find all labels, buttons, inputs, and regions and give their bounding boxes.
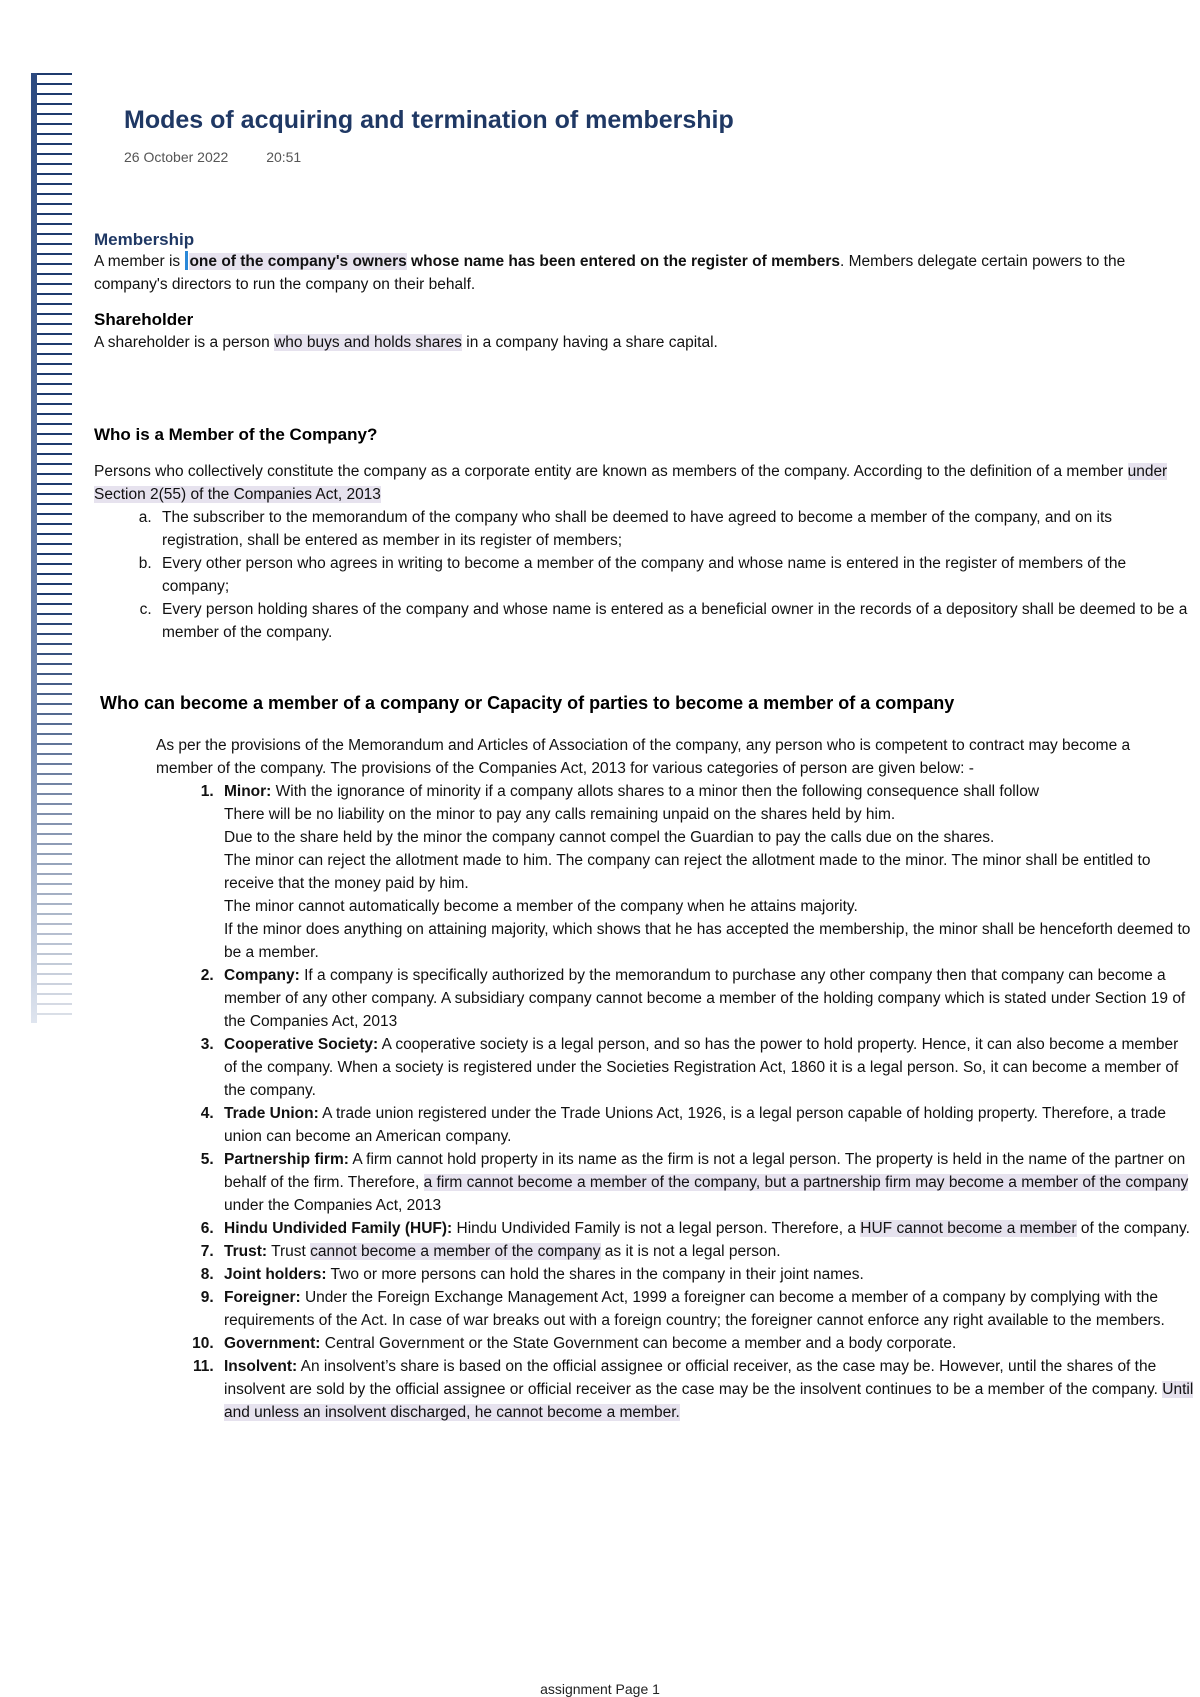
insolvent-label: Insolvent:	[224, 1358, 298, 1375]
trade-label: Trade Union:	[224, 1105, 319, 1122]
list-item-company[interactable]	[218, 964, 1194, 1033]
page-title: Modes of acquiring and termination of membership	[124, 106, 734, 134]
paragraph-who-can-intro[interactable]: As per the provisions of the Memorandum and Articles of Association of the company, any person who is competent to contract may become a member of the company. The provisions of the Companies Act, 2013 for various categories of person are given below: -	[156, 737, 1131, 777]
foreigner-text: Under the Foreign Exchange Management Act, 1999 a foreigner can become a member of a company by complying with the requirements of the Act. In case of war breaks out with a foreign country; the foreigner cannot enforce any right available to the members.	[224, 1289, 1165, 1329]
minor-point: The minor can reject the allotment made to him. The company can reject the allotment made to the minor. The minor shall be entitled to receive that the money paid by him.	[224, 852, 1151, 892]
shareholder-highlight: who buys and holds shares	[274, 334, 462, 351]
page-meta	[124, 149, 335, 165]
government-text: Central Government or the State Government can become a member and a body corporate.	[320, 1335, 957, 1352]
heading-who-is-member: Who is a Member of the Company?	[94, 425, 378, 444]
insolvent-highlight: Until and unless an insolvent discharged, he cannot become a member.	[224, 1381, 1194, 1421]
heading-membership: Membership	[94, 230, 195, 249]
trust-label: Trust:	[224, 1243, 268, 1260]
partnership-text-2: under the Companies Act, 2013	[224, 1197, 442, 1214]
member-categories-list	[94, 780, 1194, 1424]
list-item-cooperative-society[interactable]	[218, 1033, 1194, 1102]
foreigner-label: Foreigner:	[224, 1289, 301, 1306]
member-definition-list	[94, 506, 1194, 644]
company-text: If a company is specifically authorized by the memorandum to purchase any other company then that company can become a member of any other company. A subsidiary company cannot become a member of the holding company which is stated under Section 19 of the Companies Act, 2013	[224, 967, 1186, 1030]
page-content[interactable]	[94, 230, 1194, 1424]
trust-text-2: as it is not a legal person.	[600, 1243, 781, 1260]
shareholder-text-1: A shareholder is a person	[94, 334, 275, 351]
coop-label: Cooperative Society:	[224, 1036, 379, 1053]
list-item[interactable]: b. Every other person who agrees in writing to become a member of the company and whose name is entered in the register of members of the company;	[156, 552, 1194, 598]
government-label: Government:	[224, 1335, 321, 1352]
minor-point: The minor cannot automatically become a member of the company when he attains majority.	[224, 898, 858, 915]
heading-shareholder: Shareholder	[94, 310, 194, 329]
notebook-margin-bar	[31, 73, 37, 1023]
list-item[interactable]: c. Every person holding shares of the company and whose name is entered as a beneficial owner in the records of a depository shall be deemed to be a member of the company.	[156, 598, 1194, 644]
who-member-intro: Persons who collectively constitute the company as a corporate entity are known as members of the company. According to the definition of a member	[94, 463, 1128, 480]
huf-text-2: of the company.	[1076, 1220, 1190, 1237]
coop-text: A cooperative society is a legal person, and so has the power to hold property. Hence, it can also become a member of the company. When a society is registered under the Societies Registration Act, 1860 it is a legal person. So, it can become a member of the company.	[224, 1036, 1179, 1099]
trade-text: A trade union registered under the Trade Unions Act, 1926, is a legal person capable of holding property. Therefore, a trade union can become an American company.	[224, 1105, 1167, 1145]
who-member-highlight: under Section 2(55) of the Companies Act, 2013	[94, 463, 1168, 503]
company-label: Company:	[224, 967, 300, 984]
minor-label: Minor:	[224, 783, 272, 800]
huf-label: Hindu Undivided Family (HUF):	[224, 1220, 453, 1237]
membership-text-1: A member is	[94, 253, 185, 270]
page-footer: assignment Page 1	[540, 1681, 660, 1697]
list-item-insolvent[interactable]	[218, 1355, 1194, 1424]
list-item-trust[interactable]	[218, 1240, 1194, 1263]
membership-highlight: one of the company's owners	[189, 253, 407, 270]
joint-text: Two or more persons can hold the shares in the company in their joint names.	[326, 1266, 864, 1283]
minor-point: If the minor does anything on attaining majority, which shows that he has accepted the membership, the minor shall be henceforth deemed to be a member.	[224, 921, 1191, 961]
trust-text-1: Trust	[267, 1243, 311, 1260]
list-item-joint-holders[interactable]	[218, 1263, 1194, 1286]
list-item-huf[interactable]	[218, 1217, 1194, 1240]
partnership-label: Partnership firm:	[224, 1151, 349, 1168]
list-item-foreigner[interactable]	[218, 1286, 1194, 1332]
membership-text-2: . Members delegate certain powers to the company's directors to run the company on their behalf.	[94, 253, 1126, 293]
list-item-minor[interactable]	[218, 780, 1194, 964]
notebook-margin-lines	[31, 73, 72, 1023]
minor-point: Due to the share held by the minor the company cannot compel the Guardian to pay the calls due on the shares.	[224, 829, 995, 846]
paragraph-who-is-member[interactable]	[94, 460, 1194, 506]
membership-bold: whose name has been entered on the register of members	[406, 253, 841, 270]
minor-point: There will be no liability on the minor to pay any calls remaining unpaid on the shares held by him.	[224, 806, 896, 823]
list-item-government[interactable]	[218, 1332, 1194, 1355]
partnership-highlight: a firm cannot become a member of the company, but a partnership firm may become a member of the company	[423, 1174, 1189, 1191]
paragraph-membership[interactable]	[94, 250, 1194, 296]
list-item[interactable]: a. The subscriber to the memorandum of the company who shall be deemed to have agreed to become a member of the company, and on its registration, shall be entered as member in its register of members;	[156, 506, 1194, 552]
trust-highlight: cannot become a member of the company	[310, 1243, 601, 1260]
minor-text: With the ignorance of minority if a company allots shares to a minor then the following consequence shall follow	[271, 783, 1040, 800]
list-item-partnership-firm[interactable]	[218, 1148, 1194, 1217]
page-time: 20:51	[266, 149, 302, 165]
page-date: 26 October 2022	[124, 149, 229, 165]
text-cursor	[185, 251, 188, 270]
heading-who-can-become-member: Who can become a member of a company or Capacity of parties to become a member of a company	[100, 693, 955, 713]
insolvent-text: An insolvent’s share is based on the official assignee or official receiver, as the case may be. However, until the shares of the insolvent are sold by the official assignee or official receiver as the case may be the insolvent continues to be a member of the company.	[224, 1358, 1163, 1398]
joint-label: Joint holders:	[224, 1266, 327, 1283]
huf-text-1: Hindu Undivided Family is not a legal person. Therefore, a	[452, 1220, 861, 1237]
paragraph-shareholder[interactable]	[94, 331, 1194, 354]
partnership-text-1: A firm cannot hold property in its name as the firm is not a legal person. The property is held in the name of the partner on behalf of the firm. Therefore,	[224, 1151, 1186, 1191]
shareholder-text-2: in a company having a share capital.	[461, 334, 718, 351]
list-item-trade-union[interactable]	[218, 1102, 1194, 1148]
huf-highlight: HUF cannot become a member	[860, 1220, 1077, 1237]
